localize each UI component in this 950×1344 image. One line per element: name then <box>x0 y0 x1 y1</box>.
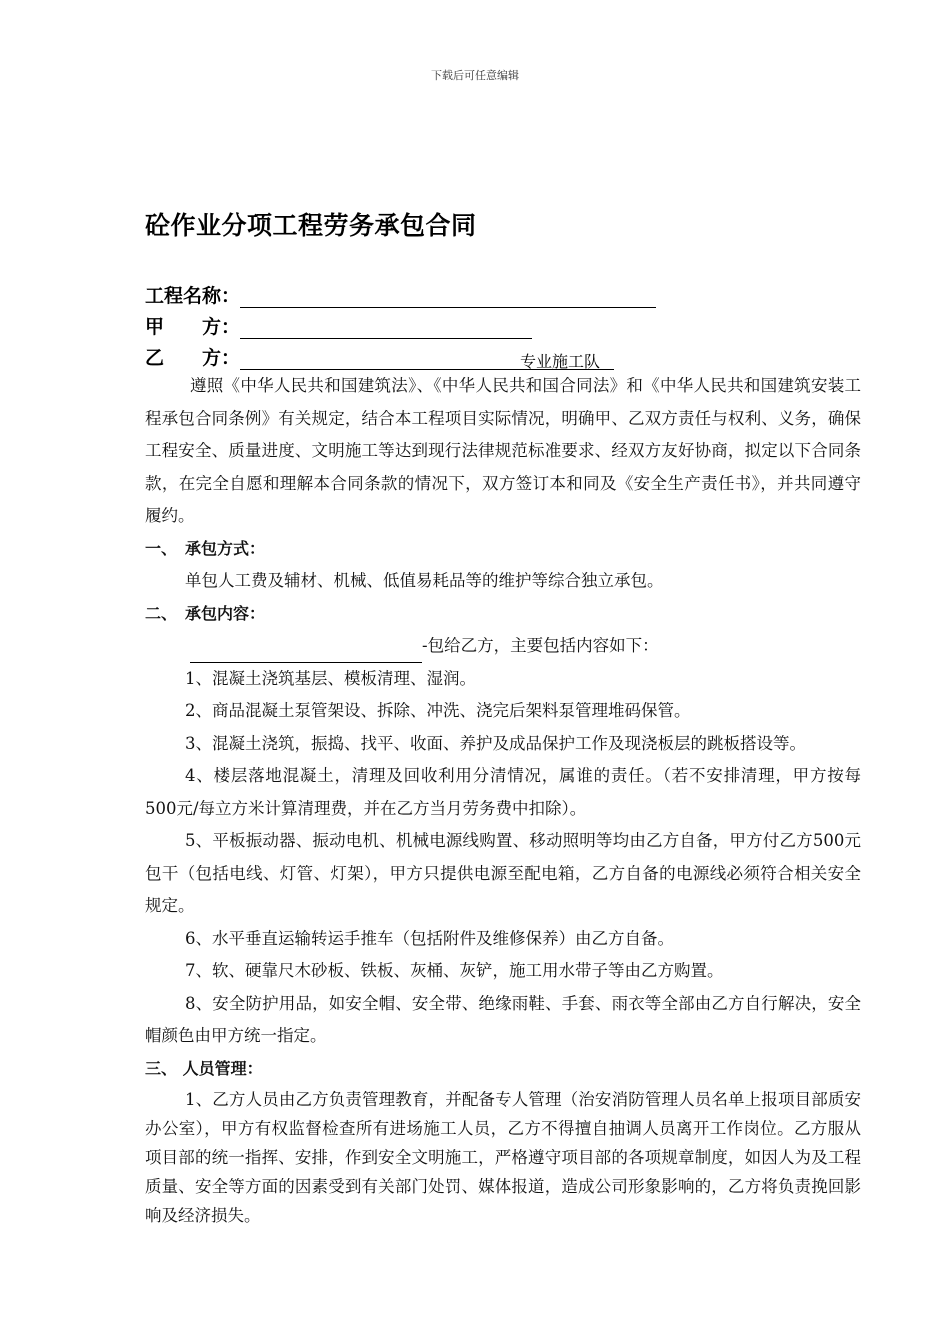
section-2-item: 6、水平垂直运输转运手推车（包括附件及维修保养）由乙方自备。 <box>185 928 674 948</box>
section-2-item: 4、楼层落地混凝土，清理及回收利用分清情况，属谁的责任。（若不安排清理，甲方按每500元/每立方米计算清理费，并在乙方当月劳务费中扣除）。 <box>145 766 861 818</box>
section-1-text: 单包人工费及辅材、机械、低值易耗品等的维护等综合独立承包。 <box>185 571 664 590</box>
section-2-item: 1、混凝土浇筑基层、模板清理、湿润。 <box>185 668 476 688</box>
section-2-item: 3、混凝土浇筑，振捣、找平、收面、养护及成品保护工作及现浇板层的跳板搭设等。 <box>185 733 806 753</box>
subcontract-blank[interactable] <box>190 644 422 663</box>
section-1-heading: 一、 承包方式： <box>145 538 266 558</box>
party-b-field <box>145 343 614 370</box>
party-a-blank[interactable] <box>240 318 532 339</box>
section-2-item: 7、软、硬靠尺木砂板、铁板、灰桶、灰铲，施工用水带子等由乙方购置。 <box>185 961 724 980</box>
party-a-label: 甲 方： <box>145 316 241 338</box>
project-name-blank[interactable] <box>240 287 656 308</box>
intro-paragraph: 遵照《中华人民共和国建筑法》、《中华人民共和国合同法》和《中华人民共和国建筑安装工程承包合同条例》有关规定，结合本工程项目实际情况，明确甲、乙双方责任与权利、义务，确保工程安全、质量进度、文明施工等达到现行法律规范标准要求、经双方友好协商，拟定以下合同条款，在完全自愿和理解本合同条款的情况下，双方签订本和同及《安全生产责任书》，并共同遵守履约。 <box>145 376 861 525</box>
section-3-heading: 三、 人员管理： <box>145 1058 263 1078</box>
section-3-text: 1、乙方人员由乙方负责管理教育，并配备专人管理（治安消防管理人员名单上报项目部质安办公室），甲方有权监督检查所有进场施工人员，乙方不得擅自抽调人员离开工作岗位。乙方服从项目部的统一指挥、安排，作到安全文明施工，严格遵守项目部的各项规章制度，如因人为及工程质量、安全等方面的因素受到有关部门处罚、媒体报道，造成公司形象影响的，乙方将负责挽回影响及经济损失。 <box>145 1090 861 1225</box>
section-2-item: 8、安全防护用品，如安全帽、安全带、绝缘雨鞋、手套、雨衣等全部由乙方自行解决，安全帽颜色由甲方统一指定。 <box>145 993 861 1045</box>
party-a-field <box>145 312 532 339</box>
project-name-label: 工程名称： <box>145 285 241 307</box>
party-b-label: 乙 方： <box>145 347 241 369</box>
party-b-value: 专业施工队 <box>520 352 601 371</box>
section-2-item: 2、商品混凝土泵管架设、拆除、冲洗、浇完后架料泵管理堆码保管。 <box>185 701 691 720</box>
party-b-blank[interactable] <box>240 349 614 370</box>
section-2-lead-text: -包给乙方，主要包括内容如下： <box>422 636 659 655</box>
document-title: 砼作业分项工程劳务承包合同 <box>145 211 477 240</box>
project-name-field <box>145 281 656 308</box>
section-2-item: 5、平板振动器、振动电机、机械电源线购置、移动照明等均由乙方自备，甲方付乙方500元包干（包括电线、灯管、灯架），甲方只提供电源至配电箱，乙方自备的电源线必须符合相关安全规定。 <box>145 831 861 915</box>
header-note: 下载后可任意编辑 <box>431 69 519 82</box>
contract-body <box>145 370 861 1230</box>
section-2-heading: 二、 承包内容： <box>145 603 266 623</box>
section-2-lead <box>145 630 861 663</box>
